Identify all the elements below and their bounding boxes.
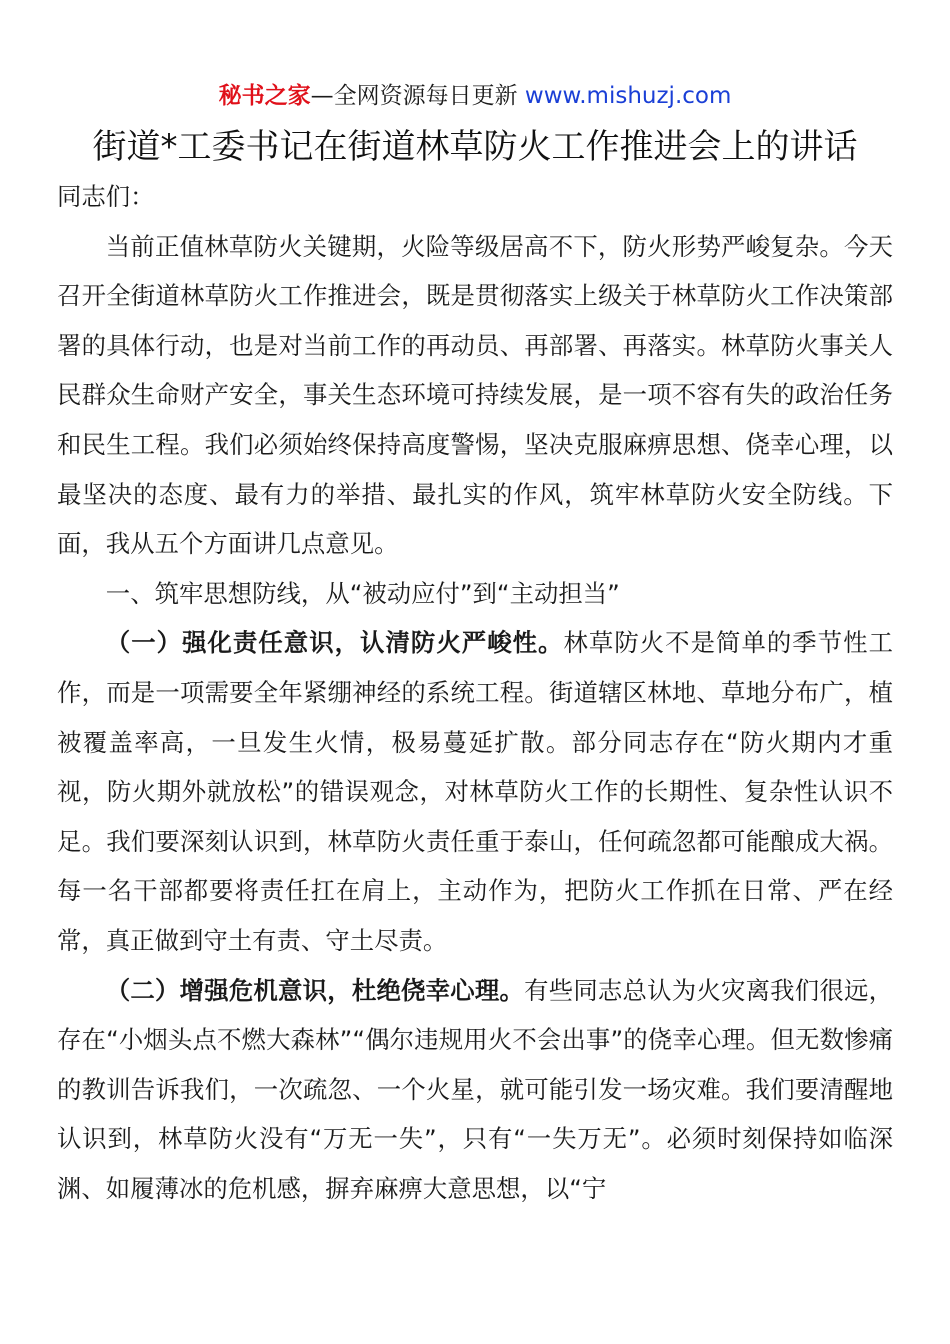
subsection-paragraph-2 <box>57 966 893 1214</box>
subsection-body-2: 有些同志总认为火灾离我们很远，存在“小烟头点不燃大森林”“偶尔违规用火不会出事”的侥幸心理。但无数惨痛的教训告诉我们，一次疏忽、一个火星，就可能引发一场灾难。我们要清醒地认识到，林草防火没有“万无一失”，只有“一失万无”。必须时刻保持如临深渊、如履薄冰的危机感，摒弃麻痹大意思想，以“宁 <box>57 975 893 1203</box>
section-heading-1: 一、筑牢思想防线，从“被动应付”到“主动担当” <box>105 578 620 608</box>
intro-paragraph: 当前正值林草防火关键期，火险等级居高不下，防火形势严峻复杂。今天召开全街道林草防火工作推进会，既是贯彻落实上级关于林草防火工作决策部署的具体行动，也是对当前工作的再动员、再部署、再落实。林草防火事关人民群众生命财产安全，事关生态环境可持续发展，是一项不容有失的政治任务和民生工程。我们必须始终保持高度警惕，坚决克服麻痹思想、侥幸心理，以最坚决的态度、最有力的举措、最扎实的作风，筑牢林草防火安全防线。下面，我从五个方面讲几点意见。 <box>57 231 893 559</box>
document-title: 街道*工委书记在街道林草防火工作推进会上的讲话 <box>92 127 858 167</box>
site-header <box>0 80 950 112</box>
subsection-heading-2: （二）增强危机意识，杜绝侥幸心理。 <box>105 975 525 1005</box>
document-body <box>57 172 893 1213</box>
subsection-heading-1: （一）强化责任意识，认清防火严峻性。 <box>105 628 564 658</box>
site-url[interactable]: www.mishuzj.com <box>524 83 732 109</box>
brand-name: 秘书之家 <box>218 83 311 109</box>
subsection-paragraph-1 <box>57 618 893 965</box>
salutation: 同志们： <box>57 182 155 211</box>
site-tagline: —全网资源每日更新 <box>310 83 525 109</box>
subsection-body-1: 林草防火不是简单的季节性工作，而是一项需要全年紧绷神经的系统工程。街道辖区林地、草地分布广，植被覆盖率高，一旦发生火情，极易蔓延扩散。部分同志存在“防火期内才重视，防火期外就放松”的错误观念，对林草防火工作的长期性、复杂性认识不足。我们要深刻认识到，林草防火责任重于泰山，任何疏忽都可能酿成大祸。每一名干部都要将责任扛在肩上，主动作为，把防火工作抓在日常、严在经常，真正做到守土有责、守土尽责。 <box>57 628 893 955</box>
